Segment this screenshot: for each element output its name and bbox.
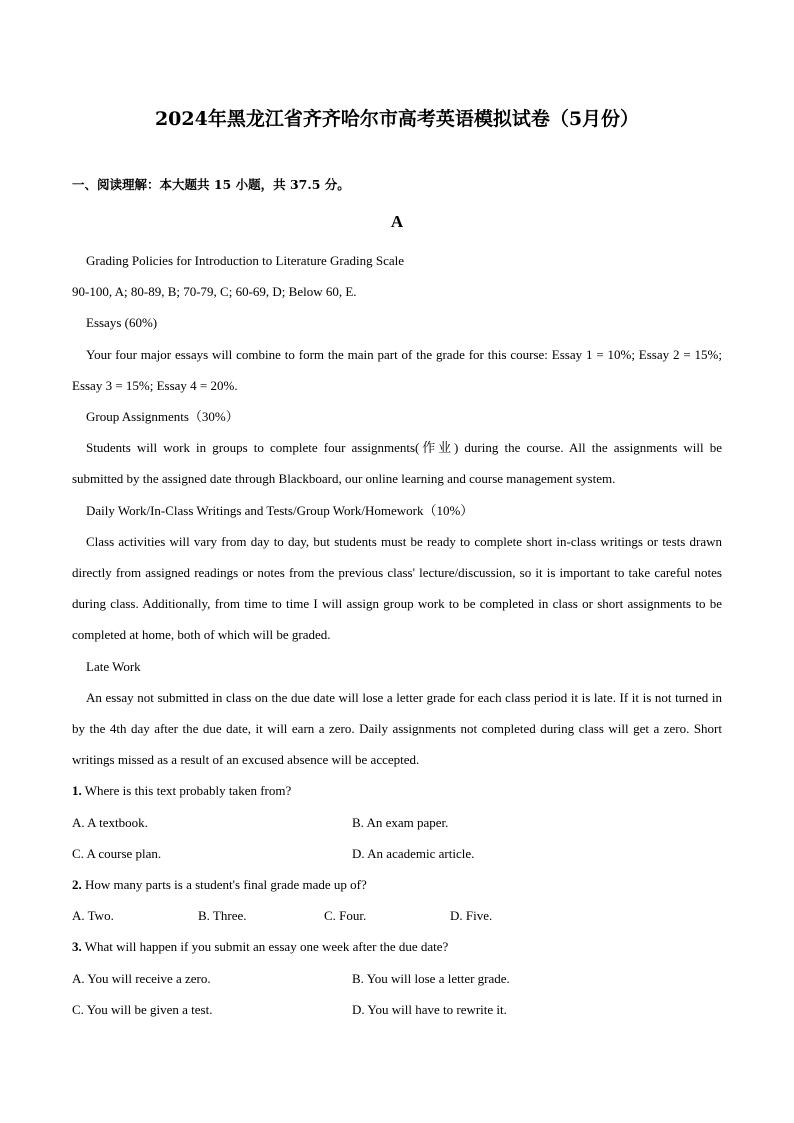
question-1-options-row-2 (72, 838, 722, 869)
late-work-text: An essay not submitted in class on the due date will lose a letter grade for each class period it is late. If it is not turned in by the 4th day after the due date, it will earn a zero. Daily assignments not completed during class will get a zero. Short writings missed as a result of an excused absence will be accepted. (72, 689, 722, 768)
group-assignments-text: Students will work in groups to complete four assignments(作业) during the course. All the assignments will be submitted by the assigned date through Blackboard, our online learning and course management system. (72, 440, 722, 487)
question-3-options-row-2 (72, 994, 722, 1025)
late-work-heading: Late Work (86, 658, 141, 674)
question-1-options-row-1 (72, 807, 722, 838)
option-c: C. A course plan. (72, 845, 162, 861)
option-d: D. An academic article. (352, 845, 475, 861)
group-assignments-heading: Group Assignments（30%） (86, 409, 239, 425)
option-b: B. Three. (198, 908, 247, 924)
option-b: B. An exam paper. (352, 814, 449, 830)
option-c: C. Four. (324, 908, 367, 924)
question-2 (72, 869, 722, 900)
passage-letter: A (390, 212, 404, 231)
option-d: D. Five. (450, 908, 493, 924)
question-text: Where is this text probably taken from? (81, 783, 292, 799)
question-3 (72, 931, 722, 962)
essays-heading: Essays (60%) (86, 315, 158, 331)
page-title: 2024年黑龙江省齐齐哈尔市高考英语模拟试卷（5月份） (154, 108, 640, 130)
question-number: 3. (72, 939, 82, 955)
option-d: D. You will have to rewrite it. (352, 1001, 507, 1017)
grading-scale: 90-100, A; 80-89, B; 70-79, C; 60-69, D; Below 60, E. (72, 284, 357, 300)
question-2-options (72, 900, 722, 931)
option-b: B. You will lose a letter grade. (352, 970, 510, 986)
daily-work-heading: Daily Work/In-Class Writings and Tests/Group Work/Homework（10%） (86, 502, 474, 518)
passage-body (72, 245, 722, 1025)
section-heading: 一、阅读理解：本大题共 15 小题，共 37.5 分。 (72, 177, 350, 192)
passage-heading: Grading Policies for Introduction to Literature Grading Scale (86, 253, 405, 268)
option-a: A. A textbook. (72, 814, 148, 830)
question-number: 1. (72, 783, 82, 799)
daily-work-text: Class activities will vary from day to day, but students must be ready to complete short in-class writings or tests drawn directly from assigned readings or notes from the previous class' lecture/discussion, so it is important to take careful notes during class. Additionally, from time to time I will assign group work to be completed in class or short assignments to be completed at home, both of which will be graded. (72, 533, 722, 643)
question-text: What will happen if you submit an essay one week after the due date? (81, 939, 449, 955)
question-number: 2. (72, 877, 82, 893)
question-text: How many parts is a student's final grade made up of? (81, 877, 367, 893)
question-1 (72, 775, 722, 806)
question-3-options-row-1 (72, 963, 722, 994)
option-a: A. You will receive a zero. (72, 970, 211, 986)
essays-text: Your four major essays will combine to form the main part of the grade for this course: Essay 1 = 10%; Essay 2 = 15%; Essay 3 = 15%; Essay 4 = 20%. (72, 346, 722, 393)
option-c: C. You will be given a test. (72, 1001, 213, 1017)
option-a: A. Two. (72, 908, 114, 924)
